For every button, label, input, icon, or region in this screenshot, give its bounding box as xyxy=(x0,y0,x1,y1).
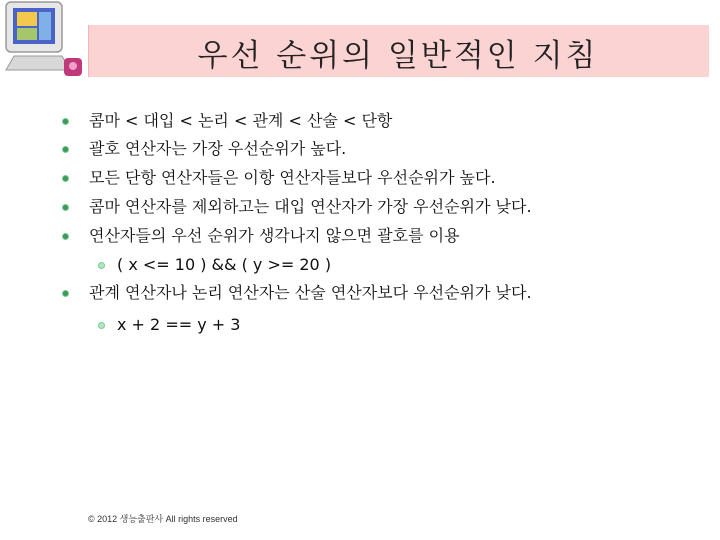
bullet-marker xyxy=(62,233,69,240)
sub-bullet-marker xyxy=(98,322,105,329)
bullet-marker xyxy=(62,290,69,297)
bullet-marker xyxy=(62,175,69,182)
bullet-marker xyxy=(62,146,69,153)
bullet-item: 모든 단항 연산자들은 이항 연산자들보다 우선순위가 높다. xyxy=(89,168,496,187)
bullet-item: 콤마 < 대입 < 논리 < 관계 < 산술 < 단항 xyxy=(89,111,393,130)
bullet-marker xyxy=(62,204,69,211)
sub-bullet-item: ( x <= 10 ) && ( y >= 20 ) xyxy=(117,255,332,274)
bullet-item: 콤마 연산자를 제외하고는 대입 연산자가 가장 우선순위가 낮다. xyxy=(89,197,532,216)
slide-title: 우선 순위의 일반적인 지침 xyxy=(197,37,599,74)
copyright-footer: © 2012 생능출판사 All rights reserved xyxy=(88,514,238,524)
bullet-marker xyxy=(62,118,69,125)
sub-bullet-item: x + 2 == y + 3 xyxy=(117,315,241,334)
bullet-item: 관계 연산자나 논리 연산자는 산술 연산자보다 우선순위가 낮다. xyxy=(89,283,532,302)
bullet-item: 괄호 연산자는 가장 우선순위가 높다. xyxy=(89,139,347,158)
sub-bullet-marker xyxy=(98,262,105,269)
bullet-item: 연산자들의 우선 순위가 생각나지 않으면 괄호를 이용 xyxy=(89,226,460,245)
